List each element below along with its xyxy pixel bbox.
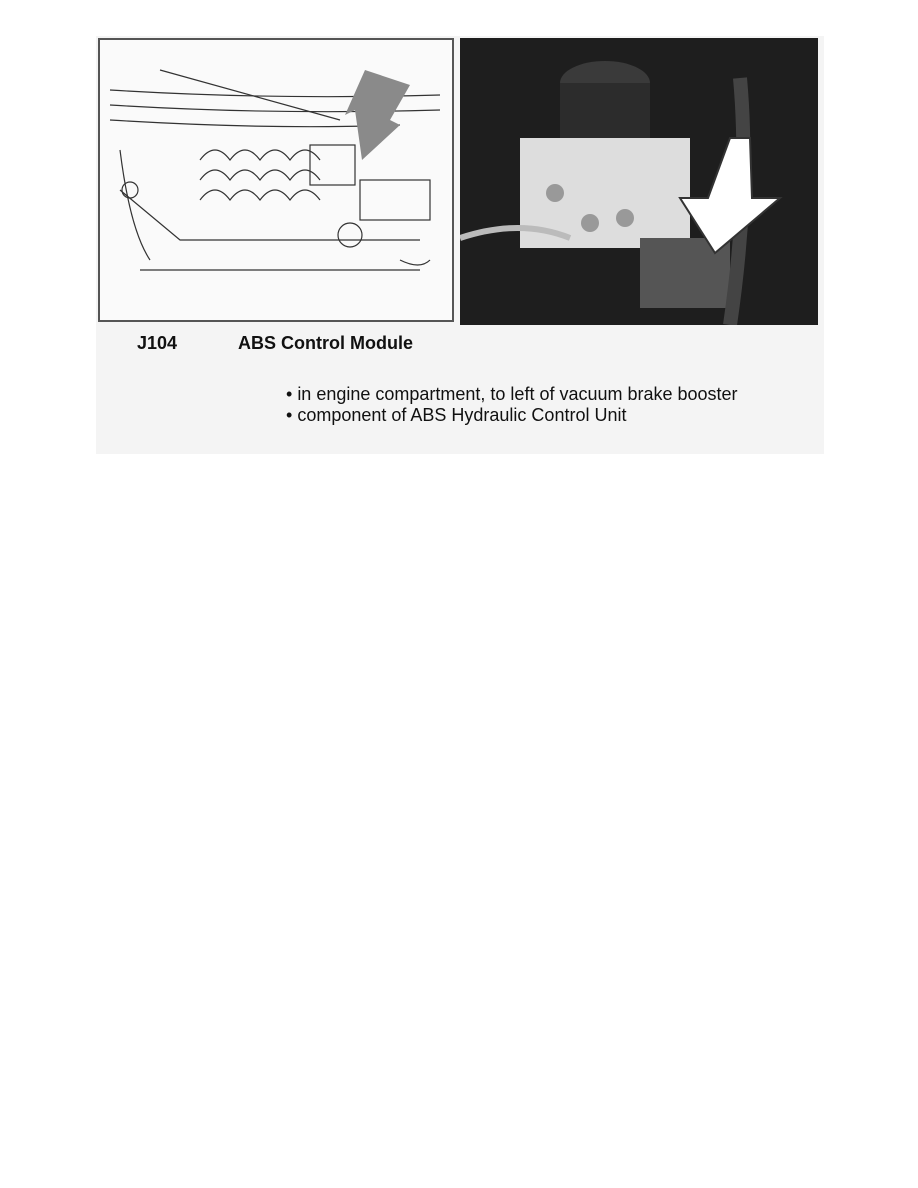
component-title: ABS Control Module	[238, 333, 413, 353]
component-code: J104	[137, 333, 178, 353]
engine-diagram-illustration	[100, 40, 452, 320]
note-location: • in engine compartment, to left of vacuum brake booster	[286, 384, 738, 405]
abs-hydraulic-unit-image	[460, 38, 818, 325]
note-component: • component of ABS Hydraulic Control Unit	[286, 405, 738, 426]
abs-unit-photo	[460, 38, 818, 325]
engine-line-drawing	[98, 38, 454, 322]
component-notes	[286, 384, 738, 426]
